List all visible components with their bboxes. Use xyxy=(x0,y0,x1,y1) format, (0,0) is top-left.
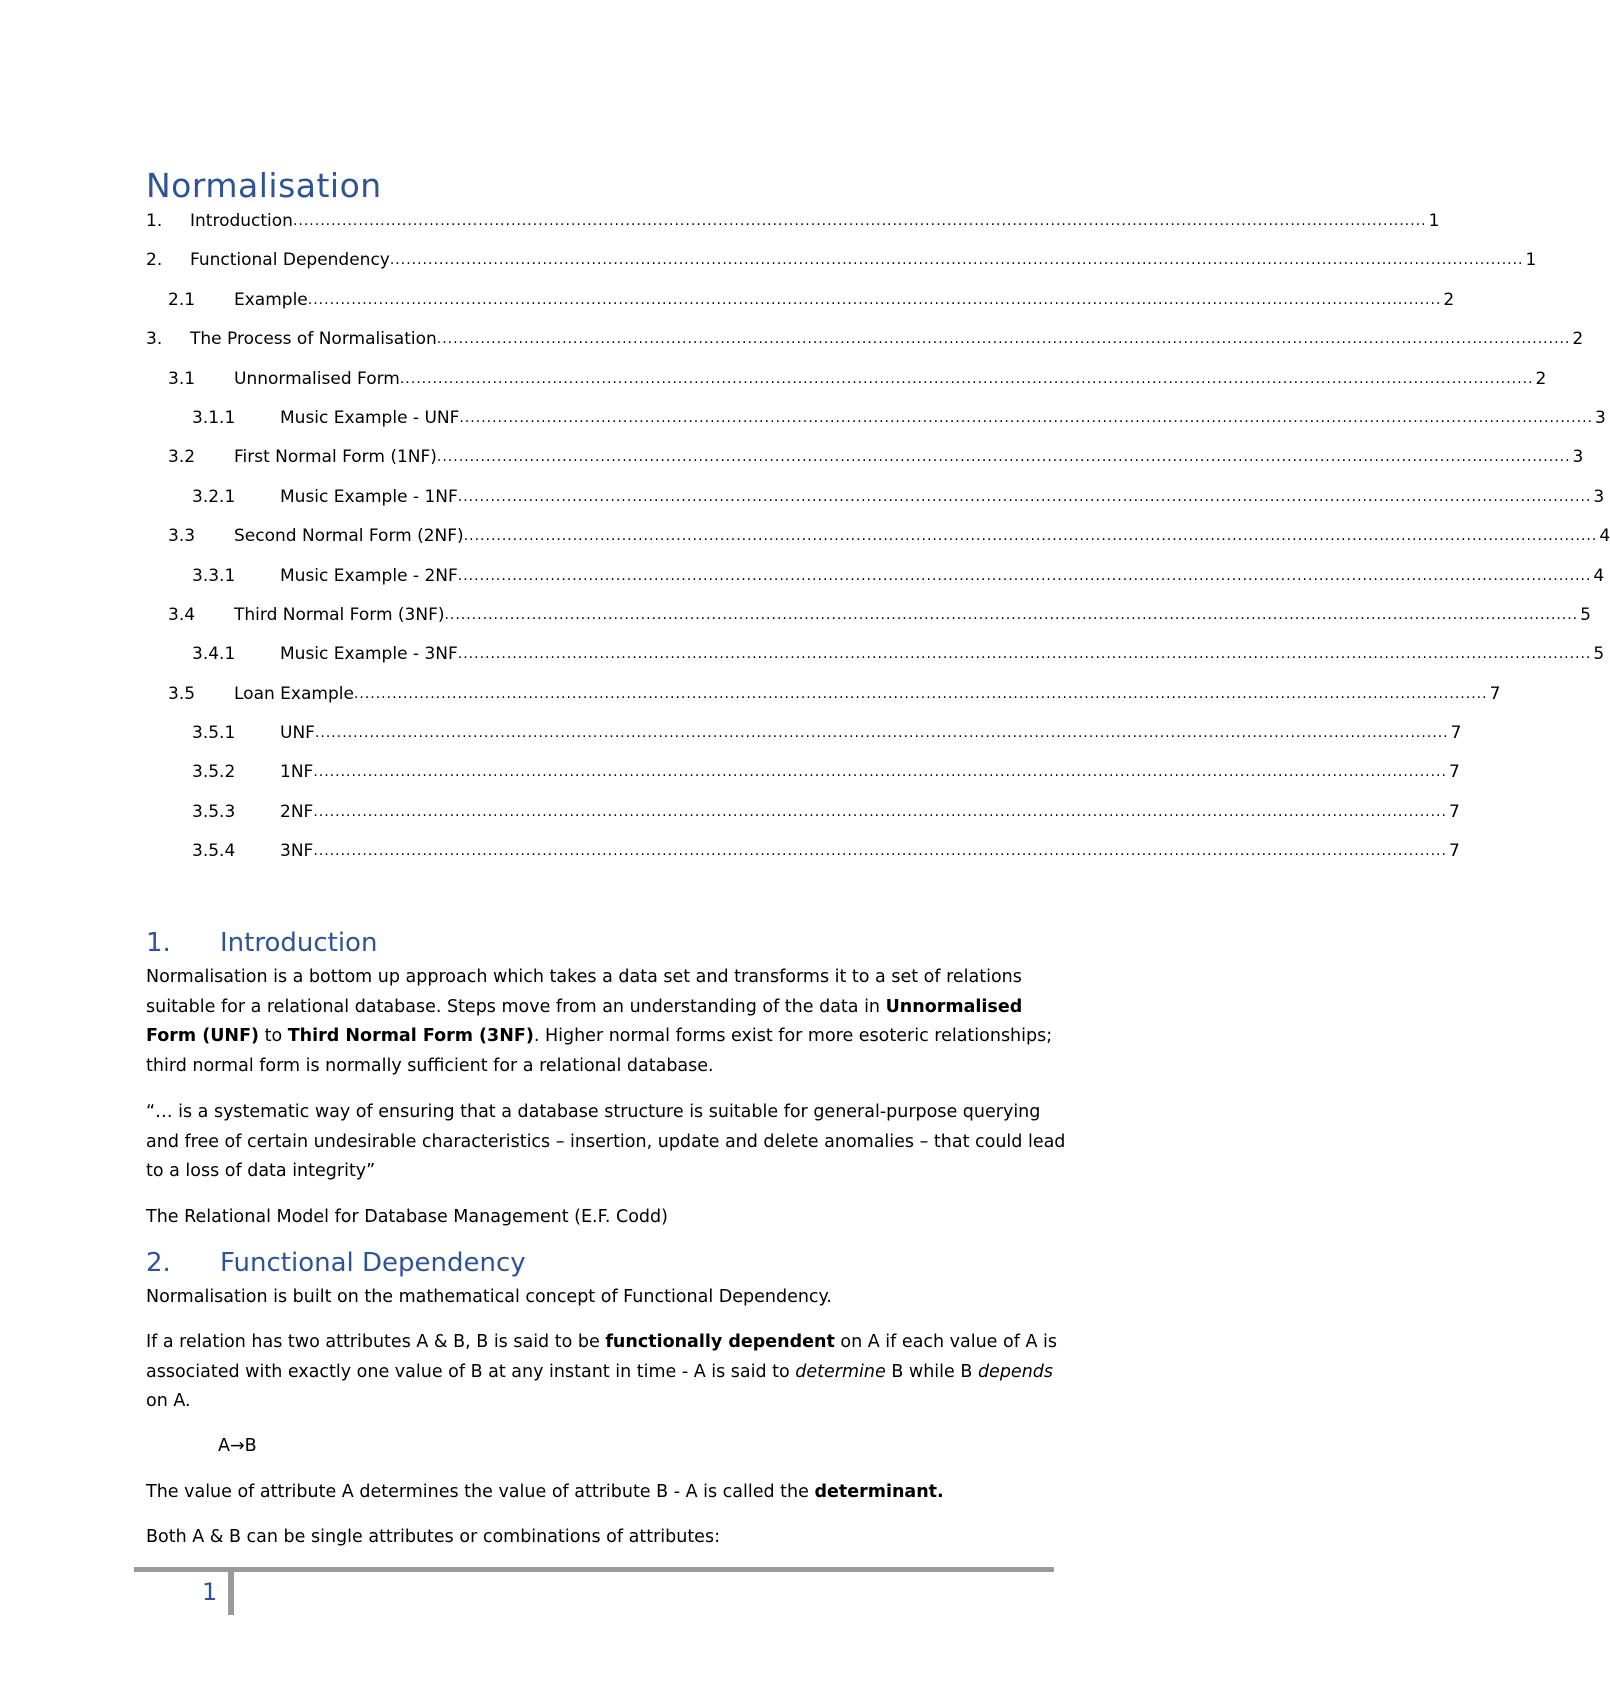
italic-term-depends: depends xyxy=(977,1361,1054,1382)
toc-label: UNF xyxy=(280,723,315,744)
determinant-paragraph xyxy=(146,1478,1066,1508)
toc-page: 4 xyxy=(1593,565,1605,586)
toc-leader: ................................................................................................................................................................................................................ xyxy=(313,843,1447,860)
text-run: Normalisation is a bottom up approach which takes a data set and transforms it to a set of relations suitable for a relational database. Steps move from an understanding of the data in xyxy=(146,967,1022,1017)
toc-entry[interactable] xyxy=(146,840,1460,879)
toc-page: 3 xyxy=(1595,407,1606,428)
toc-page: 2 xyxy=(1535,368,1547,389)
toc-leader: ................................................................................................................................................................................................................ xyxy=(444,606,1579,623)
toc-leader: ................................................................................................................................................................................................................ xyxy=(457,646,1592,663)
toc-label: Introduction xyxy=(190,211,293,231)
toc-leader: ................................................................................................................................................................................................................ xyxy=(292,213,1427,229)
toc-label: Functional Dependency xyxy=(190,250,390,271)
toc-label: Music Example - 2NF xyxy=(280,565,458,586)
toc-entry[interactable] xyxy=(146,801,1460,840)
toc-entry[interactable] xyxy=(146,328,1584,367)
section-heading-functional-dependency xyxy=(146,1248,526,1278)
toc-entry[interactable] xyxy=(146,683,1501,722)
toc-leader: ................................................................................................................................................................................................................ xyxy=(313,803,1447,820)
toc-label: Music Example - 3NF xyxy=(280,644,458,665)
toc-entry[interactable] xyxy=(146,446,1584,485)
fd-definition-paragraph xyxy=(146,1328,1066,1417)
codd-quote: “… is a systematic way of ensuring that a database structure is suitable for general-purpose querying and free of certain undesirable characteristics – insertion, update and delete anomalies – that could lead to a loss of data integrity” xyxy=(146,1102,1066,1181)
section-heading-introduction xyxy=(146,928,377,958)
toc-leader: ................................................................................................................................................................................................................ xyxy=(353,685,1488,702)
bold-term-functionally-dependent: functionally dependent xyxy=(605,1332,835,1352)
text-run: If a relation has two attributes A & B, B is said to be xyxy=(146,1332,606,1352)
toc-number: 3.3.1 xyxy=(192,565,236,586)
toc-number: 1. xyxy=(146,211,163,231)
toc-number: 3.5.4 xyxy=(192,841,236,862)
intro-paragraph xyxy=(146,963,1066,1081)
text-run: to xyxy=(259,1026,288,1046)
toc-leader: ................................................................................................................................................................................................................ xyxy=(436,331,1571,348)
toc-leader: ................................................................................................................................................................................................................ xyxy=(307,291,1442,308)
table-of-contents xyxy=(146,210,1610,880)
toc-page: 1 xyxy=(1525,250,1537,271)
toc-number: 3.5.3 xyxy=(192,801,236,822)
toc-label: 2NF xyxy=(280,801,314,822)
attributes-paragraph: Both A & B can be single attributes or combinations of attributes: xyxy=(146,1527,720,1547)
toc-leader: ................................................................................................................................................................................................................ xyxy=(463,528,1598,545)
toc-page: 3 xyxy=(1593,486,1605,507)
toc-entry[interactable] xyxy=(146,525,1610,564)
toc-page: 5 xyxy=(1580,604,1591,625)
text-run: . Higher normal forms exist for more esoteric relationships; third normal form is normally sufficient for a relational database. xyxy=(146,1026,1053,1076)
toc-number: 3.2.1 xyxy=(192,486,236,507)
toc-number: 2. xyxy=(146,250,163,271)
toc-number: 3.1.1 xyxy=(192,407,236,428)
dependency-notation: A→B xyxy=(218,1436,257,1456)
toc-entry[interactable] xyxy=(146,249,1537,288)
toc-leader: ................................................................................................................................................................................................................ xyxy=(457,488,1592,505)
toc-leader: ................................................................................................................................................................................................................ xyxy=(389,252,1524,269)
text-run: on A. xyxy=(146,1391,191,1411)
toc-number: 3.5.1 xyxy=(192,723,236,744)
toc-leader: ................................................................................................................................................................................................................ xyxy=(459,409,1594,426)
toc-number: 3.2 xyxy=(168,447,196,468)
toc-entry[interactable] xyxy=(146,643,1605,682)
bold-term-determinant: determinant. xyxy=(814,1482,944,1502)
bold-term-unf: Unnormalised Form (UNF) xyxy=(146,996,1023,1046)
section-title: Introduction xyxy=(220,928,378,958)
italic-term-determine: determine xyxy=(795,1361,886,1382)
toc-page: 2 xyxy=(1572,329,1584,350)
quote-citation: The Relational Model for Database Management (E.F. Codd) xyxy=(146,1207,668,1227)
toc-page: 7 xyxy=(1448,801,1460,822)
toc-leader: ................................................................................................................................................................................................................ xyxy=(314,725,1449,742)
toc-entry[interactable] xyxy=(146,407,1606,446)
section-number: 2. xyxy=(146,1248,171,1278)
toc-number: 2.1 xyxy=(168,289,196,310)
toc-page: 2 xyxy=(1443,289,1455,310)
toc-label: 3NF xyxy=(280,841,314,862)
toc-entry[interactable] xyxy=(146,486,1605,525)
text-run: The value of attribute A determines the value of attribute B - A is called the xyxy=(146,1482,815,1502)
footer-rule xyxy=(134,1567,1054,1572)
toc-page: 4 xyxy=(1599,526,1610,547)
text-run: on A if each value of A is associated with exactly one value of B at any instant in time - A is said to xyxy=(146,1332,1057,1382)
toc-number: 3.4.1 xyxy=(192,644,236,665)
toc-number: 3.1 xyxy=(168,368,196,389)
toc-label: Music Example - UNF xyxy=(280,407,460,428)
toc-label: Example xyxy=(234,289,308,310)
toc-label: Unnormalised Form xyxy=(234,368,400,389)
footer-divider xyxy=(228,1567,234,1615)
toc-leader: ................................................................................................................................................................................................................ xyxy=(313,764,1447,781)
toc-number: 3.5 xyxy=(168,683,196,704)
document-title: Normalisation xyxy=(146,166,382,205)
toc-entry[interactable] xyxy=(146,289,1455,328)
fd-intro-paragraph: Normalisation is built on the mathematical concept of Functional Dependency. xyxy=(146,1287,832,1307)
toc-label: The Process of Normalisation xyxy=(190,329,437,350)
toc-entry[interactable] xyxy=(146,368,1547,407)
toc-leader: ................................................................................................................................................................................................................ xyxy=(399,370,1534,387)
toc-entry[interactable] xyxy=(146,210,1440,249)
toc-entry[interactable] xyxy=(146,565,1605,604)
toc-number: 3.3 xyxy=(168,526,196,547)
toc-entry[interactable] xyxy=(146,761,1460,800)
toc-label: First Normal Form (1NF) xyxy=(234,447,437,468)
toc-leader: ................................................................................................................................................................................................................ xyxy=(457,567,1592,584)
toc-label: Third Normal Form (3NF) xyxy=(234,604,445,625)
bold-term-3nf: Third Normal Form (3NF) xyxy=(287,1026,534,1046)
toc-entry[interactable] xyxy=(146,604,1591,643)
toc-page: 3 xyxy=(1572,447,1584,468)
page-number: 1 xyxy=(202,1578,218,1606)
section-title: Functional Dependency xyxy=(220,1248,526,1278)
toc-page: 7 xyxy=(1448,762,1460,783)
toc-page: 7 xyxy=(1448,841,1460,862)
toc-page: 1 xyxy=(1428,211,1440,231)
toc-number: 3. xyxy=(146,329,163,350)
toc-label: Second Normal Form (2NF) xyxy=(234,526,464,547)
toc-label: 1NF xyxy=(280,762,314,783)
text-run: B while B xyxy=(885,1361,978,1382)
toc-label: Loan Example xyxy=(234,683,354,704)
toc-number: 3.5.2 xyxy=(192,762,236,783)
toc-leader: ................................................................................................................................................................................................................ xyxy=(436,449,1571,466)
toc-page: 5 xyxy=(1593,644,1605,665)
section-number: 1. xyxy=(146,928,171,958)
toc-page: 7 xyxy=(1489,683,1501,704)
toc-entry[interactable] xyxy=(146,722,1462,761)
toc-page: 7 xyxy=(1450,723,1462,744)
toc-number: 3.4 xyxy=(168,604,196,625)
toc-label: Music Example - 1NF xyxy=(280,486,458,507)
